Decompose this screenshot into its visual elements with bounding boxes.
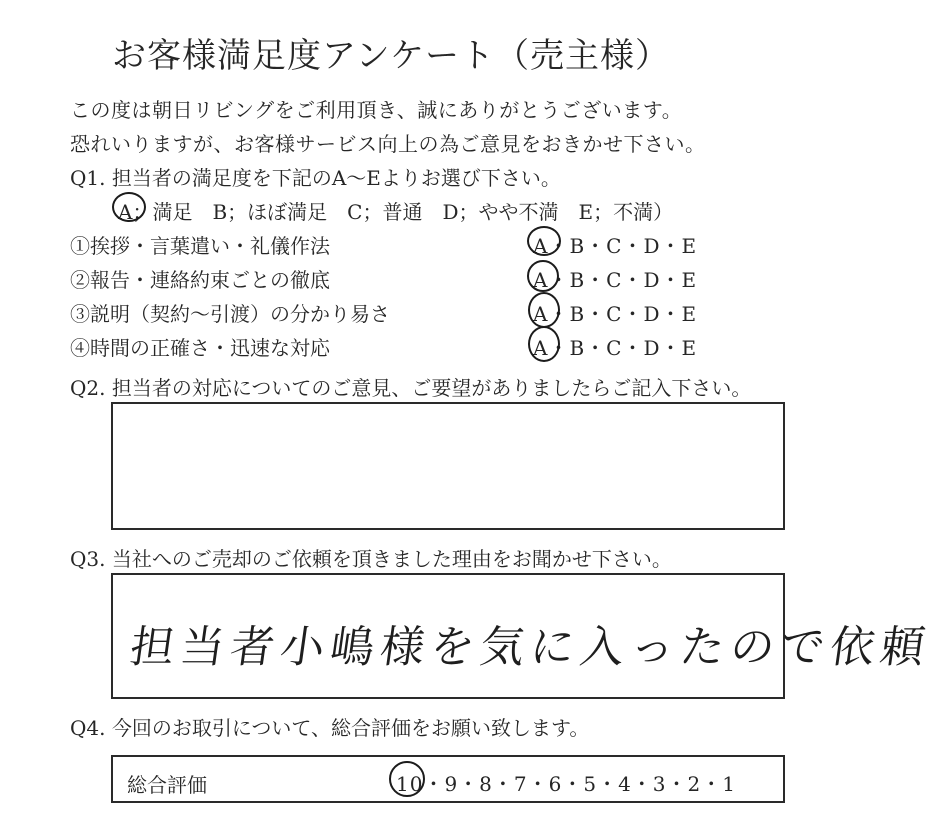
total-rating-selected-circle: [389, 761, 425, 797]
q1-item-4-scale[interactable]: A・B・C・D・E: [533, 336, 698, 360]
q3-question: Q3. 当社へのご売却のご依頼を頂きました理由をお聞かせ下さい。: [70, 547, 672, 571]
q2-answer-box[interactable]: [111, 402, 785, 530]
q1-item-2-selected-circle: [527, 260, 559, 292]
q3-handwritten-answer: 担当者小嶋様を気に入ったので依頼: [126, 622, 934, 673]
q1-item-1-selected-circle: [527, 226, 561, 256]
q1-item-3-selected-circle: [528, 292, 560, 328]
q3-answer-box[interactable]: [111, 573, 934, 699]
page-title: お客様満足度アンケート（売主様）: [112, 36, 670, 76]
legend-a-circle-mark: [112, 192, 146, 222]
q4-question: Q4. 今回のお取引について、総合評価をお願い致します。: [70, 716, 590, 740]
q1-item-3-scale[interactable]: A・B・C・D・E: [533, 302, 698, 326]
q1-legend: A；満足 B；ほぼ満足 C；普通 D；やや不満 E；不満）: [118, 200, 674, 224]
total-rating-label: 総合評価: [127, 773, 207, 797]
q1-item-4-selected-circle: [528, 326, 560, 362]
total-rating-scale[interactable]: 10・9・8・7・6・5・4・3・2・1: [396, 772, 736, 796]
q2-question: Q2. 担当者の対応についてのご意見、ご要望がありましたらご記入下さい。: [70, 376, 752, 400]
q1-item-1-label: ①挨拶・言葉遣い・礼儀作法: [70, 234, 330, 258]
q1-item-1-scale[interactable]: A・B・C・D・E: [533, 234, 698, 258]
q1-item-3-label: ③説明（契約〜引渡）の分かり易さ: [70, 302, 390, 326]
q1-item-2-label: ②報告・連絡約束ごとの徹底: [70, 268, 330, 292]
q4-rating-box: [111, 755, 785, 803]
q1-item-2-scale[interactable]: A・B・C・D・E: [533, 268, 698, 292]
intro-line-2: 恐れいりますが、お客様サービス向上の為ご意見をおきかせ下さい。: [70, 132, 706, 156]
q1-question: Q1. 担当者の満足度を下記のA〜Eよりお選び下さい。: [70, 166, 561, 190]
intro-line-1: この度は朝日リビングをご利用頂き、誠にありがとうございます。: [70, 98, 683, 122]
q1-item-4-label: ④時間の正確さ・迅速な対応: [70, 336, 330, 360]
